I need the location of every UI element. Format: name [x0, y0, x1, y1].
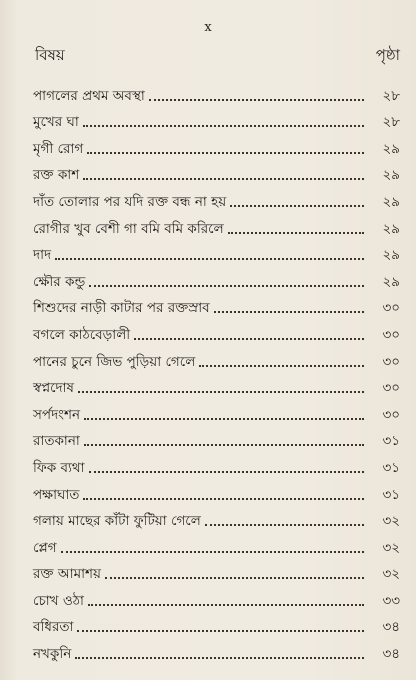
- toc-entry-title: বধিরতা: [33, 619, 74, 636]
- dot-leader: [214, 310, 364, 313]
- toc-entry: [33, 78, 400, 105]
- toc-header: [35, 44, 400, 68]
- toc-entry-page: ৩১: [382, 459, 400, 476]
- dot-leader: [83, 124, 364, 127]
- toc-entry-page: ২৯: [382, 167, 400, 184]
- toc-entry: [33, 105, 400, 132]
- page-column-label: পৃষ্ঠা: [375, 46, 400, 64]
- toc-entry-page: ৩০: [382, 380, 400, 397]
- toc-entry: [33, 557, 400, 584]
- toc-entry-page: ৩০: [382, 326, 400, 343]
- dot-leader: [84, 417, 364, 420]
- dot-leader: [77, 629, 364, 632]
- toc-entry-title: দাদ: [33, 247, 52, 264]
- toc-entry: [33, 636, 400, 663]
- toc-entry-title: ফিক ব্যথা: [33, 459, 85, 476]
- subject-column-label: বিষয়: [35, 46, 65, 64]
- dot-leader: [230, 204, 364, 207]
- toc-entry-page: ২৯: [382, 220, 400, 237]
- toc-entry: [33, 477, 400, 504]
- toc-entry: [33, 131, 400, 158]
- toc-entry-page: ৩২: [382, 539, 400, 556]
- toc-entry-page: ২৮: [382, 87, 400, 104]
- toc-entry-page: ৩১: [382, 433, 400, 450]
- table-of-contents: [33, 78, 400, 663]
- toc-entry: [33, 158, 400, 185]
- toc-entry: [33, 264, 400, 291]
- dot-leader: [89, 470, 364, 473]
- toc-entry-page: ৩৪: [382, 619, 400, 636]
- toc-entry-title: সর্পদংশন: [33, 406, 81, 423]
- toc-entry: [33, 450, 400, 477]
- toc-entry: [33, 211, 400, 238]
- toc-entry-title: নখকুনি: [33, 646, 72, 663]
- toc-entry: [33, 344, 400, 371]
- toc-entry: [33, 238, 400, 265]
- toc-entry: [33, 317, 400, 344]
- toc-entry-page: ৩৪: [382, 646, 400, 663]
- toc-entry-page: ২৯: [382, 140, 400, 157]
- dot-leader: [105, 576, 364, 579]
- dot-leader: [205, 523, 364, 526]
- toc-entry-title: মৃগী রোগ: [33, 140, 84, 157]
- dot-leader: [89, 284, 364, 287]
- toc-entry-title: ক্ষৌর কন্ডু: [33, 273, 86, 290]
- dot-leader: [87, 151, 364, 154]
- dot-leader: [84, 443, 364, 446]
- toc-entry-title: মুখের ঘা: [33, 114, 79, 131]
- toc-entry-page: ৩০: [382, 300, 400, 317]
- toc-entry-title: রাতকানা: [33, 433, 80, 450]
- dot-leader: [55, 257, 364, 260]
- toc-entry-title: দাঁত তোলার পর যদি রক্ত বন্ধ না হয়: [33, 193, 227, 210]
- toc-entry-page: ২৯: [382, 193, 400, 210]
- toc-entry: [33, 424, 400, 451]
- toc-entry: [33, 291, 400, 318]
- dot-leader: [83, 177, 364, 180]
- toc-entry-page: ৩০: [382, 406, 400, 423]
- toc-entry-title: চোখ ওঠা: [33, 592, 84, 609]
- toc-entry-title: বগলে কাঠবেড়ালী: [33, 326, 131, 343]
- toc-entry-title: রক্ত কাশ: [33, 167, 80, 184]
- dot-leader: [83, 497, 364, 500]
- toc-entry: [33, 397, 400, 424]
- toc-entry-page: ২৮: [382, 114, 400, 131]
- toc-entry: [33, 371, 400, 398]
- toc-entry: [33, 583, 400, 610]
- toc-entry-page: ৩২: [382, 566, 400, 583]
- toc-entry-title: শিশুদের নাড়ী কাটার পর রক্তস্রাব: [33, 300, 210, 317]
- toc-entry: [33, 530, 400, 557]
- toc-entry-page: ২৯: [382, 247, 400, 264]
- dot-leader: [228, 231, 364, 234]
- toc-entry: [33, 184, 400, 211]
- toc-entry-title: রোগীর খুব বেশী গা বমি বমি করিলে: [33, 220, 224, 237]
- toc-entry: [33, 610, 400, 637]
- dot-leader: [88, 603, 364, 606]
- dot-leader: [199, 364, 364, 367]
- toc-entry: [33, 504, 400, 531]
- toc-entry-page: ৩১: [382, 486, 400, 503]
- toc-entry-title: পক্ষাঘাত: [33, 486, 80, 503]
- page-number: x: [204, 20, 212, 35]
- toc-entry-page: ২৯: [382, 273, 400, 290]
- toc-entry-title: প্লেগ: [33, 539, 57, 556]
- toc-entry-page: ৩০: [382, 353, 400, 370]
- dot-leader: [75, 656, 364, 659]
- toc-entry-title: গলায় মাছের কাঁটা ফুটিয়া গেলে: [33, 513, 201, 530]
- toc-entry-page: ৩৩: [382, 592, 400, 609]
- dot-leader: [78, 390, 364, 393]
- toc-entry-title: রক্ত আমাশয়: [33, 566, 101, 583]
- dot-leader: [134, 337, 364, 340]
- toc-entry-title: পাগলের প্রথম অবস্থা: [33, 87, 145, 104]
- dot-leader: [61, 550, 364, 553]
- dot-leader: [149, 98, 364, 101]
- toc-entry-title: পানের চুনে জিভ পুড়িয়া গেলে: [33, 353, 196, 370]
- toc-entry-page: ৩২: [382, 513, 400, 530]
- toc-entry-title: স্বপ্নদোষ: [33, 380, 74, 397]
